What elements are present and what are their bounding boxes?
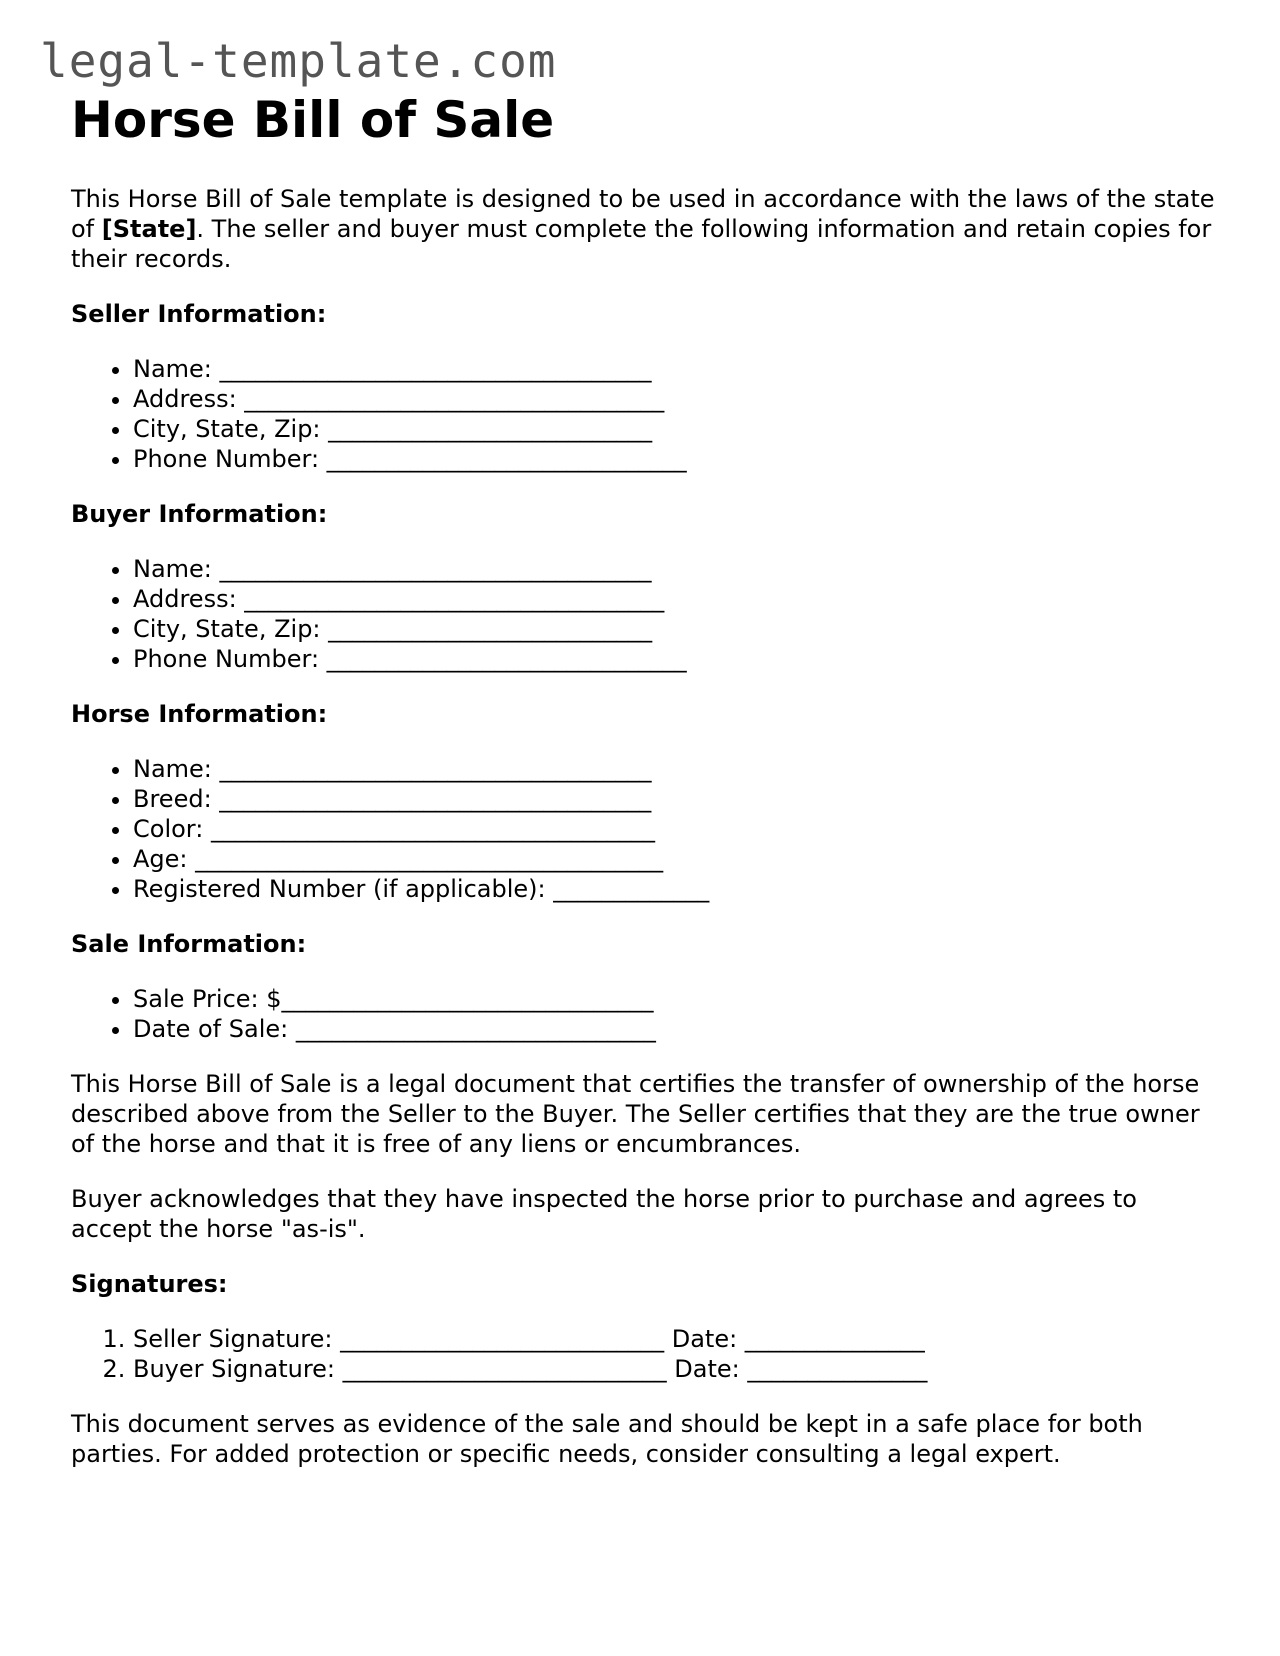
signatures-heading: Signatures: bbox=[71, 1270, 228, 1298]
seller-signature-field: 1. Seller Signature: ___________________________ Date: _______________ bbox=[133, 1324, 1221, 1354]
certification-paragraph: This Horse Bill of Sale is a legal document that certifies the transfer of ownership of the horse described above from the Seller to the Buyer. The Seller certifies that they are the true owner of the horse and that it is free of any liens or encumbrances. bbox=[71, 1070, 1200, 1158]
buyer-city-state-zip-field: • City, State, Zip: ___________________________ bbox=[133, 614, 1221, 644]
closing-paragraph: This document serves as evidence of the sale and should be kept in a safe place for both parties. For added protection or specific needs, consider consulting a legal expert. bbox=[71, 1410, 1143, 1468]
seller-address-field: • Address: ___________________________________ bbox=[133, 384, 1221, 414]
document-title: Horse Bill of Sale bbox=[71, 91, 555, 149]
horse-name-field: • Name: ____________________________________ bbox=[133, 754, 1221, 784]
sale-date-field: • Date of Sale: ______________________________ bbox=[133, 1014, 1221, 1044]
buyer-signature-field: 2. Buyer Signature: ___________________________ Date: _______________ bbox=[133, 1354, 1221, 1384]
buyer-list bbox=[71, 554, 1221, 674]
sale-price-field: • Sale Price: $_______________________________ bbox=[133, 984, 1221, 1014]
horse-list bbox=[71, 754, 1221, 904]
horse-heading: Horse Information: bbox=[71, 700, 328, 728]
buyer-address-field: • Address: ___________________________________ bbox=[133, 584, 1221, 614]
horse-age-field: • Age: _______________________________________ bbox=[133, 844, 1221, 874]
seller-city-state-zip-field: • City, State, Zip: ___________________________ bbox=[133, 414, 1221, 444]
horse-breed-field: • Breed: ____________________________________ bbox=[133, 784, 1221, 814]
horse-registered-number-field: • Registered Number (if applicable): _____________ bbox=[133, 874, 1221, 904]
buyer-heading: Buyer Information: bbox=[71, 500, 328, 528]
seller-name-field: • Name: ____________________________________ bbox=[133, 354, 1221, 384]
buyer-phone-field: • Phone Number: ______________________________ bbox=[133, 644, 1221, 674]
watermark: legal-template.com bbox=[40, 34, 557, 88]
intro-paragraph bbox=[71, 184, 1221, 274]
document bbox=[71, 92, 1221, 1469]
seller-heading: Seller Information: bbox=[71, 300, 327, 328]
sale-heading: Sale Information: bbox=[71, 930, 307, 958]
signatures-list bbox=[71, 1324, 1221, 1384]
state-placeholder: [State] bbox=[101, 215, 197, 243]
horse-color-field: • Color: _____________________________________ bbox=[133, 814, 1221, 844]
intro-text-after: . The seller and buyer must complete the following information and retain copies for their records. bbox=[71, 215, 1212, 273]
buyer-name-field: • Name: ____________________________________ bbox=[133, 554, 1221, 584]
intro-text-before: This Horse Bill of Sale template is designed to be used in accordance with the laws of the state of bbox=[71, 185, 1215, 243]
sale-list bbox=[71, 984, 1221, 1044]
seller-phone-field: • Phone Number: ______________________________ bbox=[133, 444, 1221, 474]
acknowledgement-paragraph: Buyer acknowledges that they have inspected the horse prior to purchase and agrees to accept the horse "as-is". bbox=[71, 1185, 1137, 1243]
seller-list bbox=[71, 354, 1221, 474]
